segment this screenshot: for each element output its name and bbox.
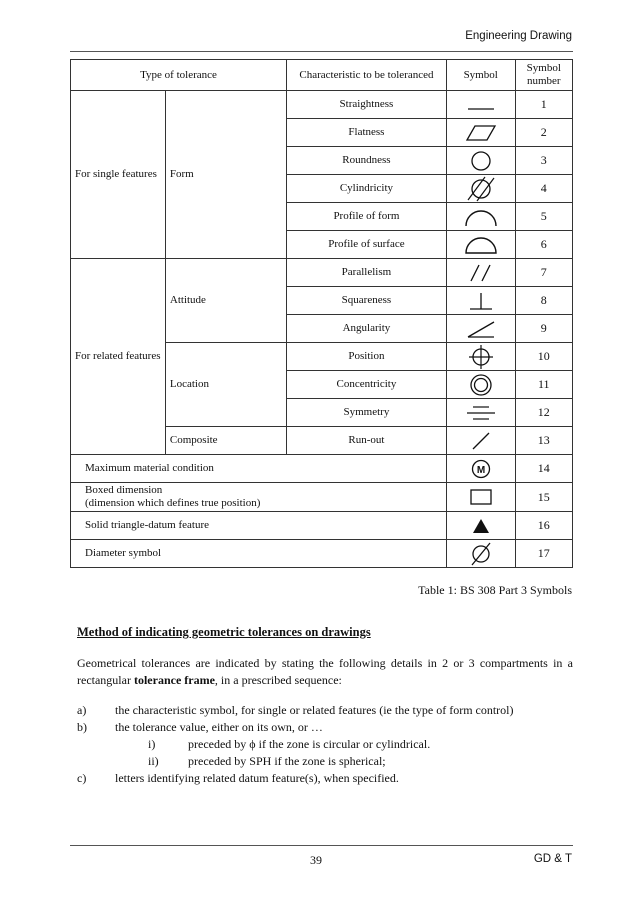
characteristic-cell: Profile of form (287, 203, 447, 231)
list-item-text: preceded by ϕ if the zone is circular or cylindrical. (188, 737, 431, 751)
header-symbol-number: Symbol number (515, 60, 572, 91)
table-row (71, 455, 573, 483)
list-item-label: c) (77, 771, 87, 785)
roundness-icon (446, 147, 515, 175)
maximum-material-condition-icon (446, 455, 515, 483)
running-header-title: Engineering Drawing (465, 30, 572, 42)
footer-section-label: GD & T (533, 853, 572, 865)
group-single-features: For single features (71, 91, 166, 259)
symbol-number-cell: 6 (515, 231, 572, 259)
concentricity-icon (446, 371, 515, 399)
symbol-number-cell: 11 (515, 371, 572, 399)
table-row (71, 483, 573, 512)
symbol-number-cell: 13 (515, 427, 572, 455)
list-item-text: letters identifying related datum feature(s), when specified. (115, 771, 399, 785)
para-bold-term: tolerance frame (133, 673, 215, 687)
table-header-row (71, 60, 573, 91)
position-icon (446, 343, 515, 371)
group-form: Form (165, 91, 286, 259)
extra-row-label: Maximum material condition (71, 455, 447, 483)
characteristic-cell: Cylindricity (287, 175, 447, 203)
symbol-number-cell: 12 (515, 399, 572, 427)
table-row (71, 259, 573, 287)
characteristic-cell: Run-out (287, 427, 447, 455)
boxed-dimension-icon (446, 483, 515, 512)
table-caption: Table 1: BS 308 Part 3 Symbols (418, 583, 572, 597)
squareness-icon (446, 287, 515, 315)
symmetry-icon (446, 399, 515, 427)
straightness-icon (446, 91, 515, 119)
symbol-number-cell: 15 (515, 483, 572, 512)
header-symbol: Symbol (446, 60, 515, 91)
circled-m-letter: M (476, 464, 485, 476)
header-type: Type of tolerance (71, 60, 287, 91)
characteristic-cell: Angularity (287, 315, 447, 343)
para-text-start: Geometrical tolerances are indicated by stating the following details in 2 or 3 compartments in a rectangular (77, 656, 573, 687)
page-number: 39 (310, 853, 322, 867)
symbol-number-cell: 9 (515, 315, 572, 343)
extra-row-label: Solid triangle-datum feature (71, 512, 447, 540)
angularity-icon (446, 315, 515, 343)
symbol-number-cell: 2 (515, 119, 572, 147)
cylindricity-icon (446, 175, 515, 203)
list-item-label: b) (77, 720, 87, 734)
profile-of-form-icon (446, 203, 515, 231)
symbol-number-cell: 1 (515, 91, 572, 119)
extra-row-label (71, 483, 447, 512)
characteristic-cell: Parallelism (287, 259, 447, 287)
list-item-label: a) (77, 703, 87, 717)
symbol-number-cell: 17 (515, 540, 572, 568)
extra-row-label-line1: Boxed dimension (85, 484, 163, 496)
list-item-text: the tolerance value, either on its own, or … (115, 720, 323, 734)
characteristic-cell: Flatness (287, 119, 447, 147)
symbol-number-cell: 7 (515, 259, 572, 287)
extra-row-label-line2: (dimension which defines true position) (85, 497, 261, 509)
table-row (71, 512, 573, 540)
characteristic-cell: Position (287, 343, 447, 371)
tolerance-symbols-table (70, 59, 573, 568)
list-item-label: i) (148, 737, 156, 751)
table-row (71, 91, 573, 119)
list-item-label: ii) (148, 754, 159, 768)
extra-row-label: Diameter symbol (71, 540, 447, 568)
characteristic-cell: Symmetry (287, 399, 447, 427)
para-text-end: , in a prescribed sequence: (214, 673, 342, 687)
list-item-text: the characteristic symbol, for single or related features (ie the type of form control) (115, 703, 514, 717)
list-item-text: preceded by SPH if the zone is spherical; (188, 754, 386, 768)
characteristic-cell: Concentricity (287, 371, 447, 399)
symbol-number-cell: 5 (515, 203, 572, 231)
datum-triangle-icon (446, 512, 515, 540)
diameter-icon (446, 540, 515, 568)
group-composite: Composite (165, 427, 286, 455)
characteristic-cell: Squareness (287, 287, 447, 315)
symbol-number-cell: 14 (515, 455, 572, 483)
table-row (71, 540, 573, 568)
symbol-number-cell: 4 (515, 175, 572, 203)
parallelism-icon (446, 259, 515, 287)
characteristic-cell: Profile of surface (287, 231, 447, 259)
symbol-number-cell: 10 (515, 343, 572, 371)
characteristic-cell: Straightness (287, 91, 447, 119)
group-related-features: For related features (71, 259, 166, 455)
group-attitude: Attitude (165, 259, 286, 343)
intro-paragraph (77, 655, 573, 689)
run-out-icon (446, 427, 515, 455)
footer-rule (70, 845, 573, 846)
profile-of-surface-icon (446, 231, 515, 259)
flatness-icon (446, 119, 515, 147)
symbol-number-cell: 3 (515, 147, 572, 175)
characteristic-cell: Roundness (287, 147, 447, 175)
symbol-number-cell: 8 (515, 287, 572, 315)
group-location: Location (165, 343, 286, 427)
symbol-number-cell: 16 (515, 512, 572, 540)
header-characteristic: Characteristic to be toleranced (287, 60, 447, 91)
section-heading: Method of indicating geometric tolerances on drawings (77, 625, 371, 639)
header-rule (70, 51, 573, 52)
